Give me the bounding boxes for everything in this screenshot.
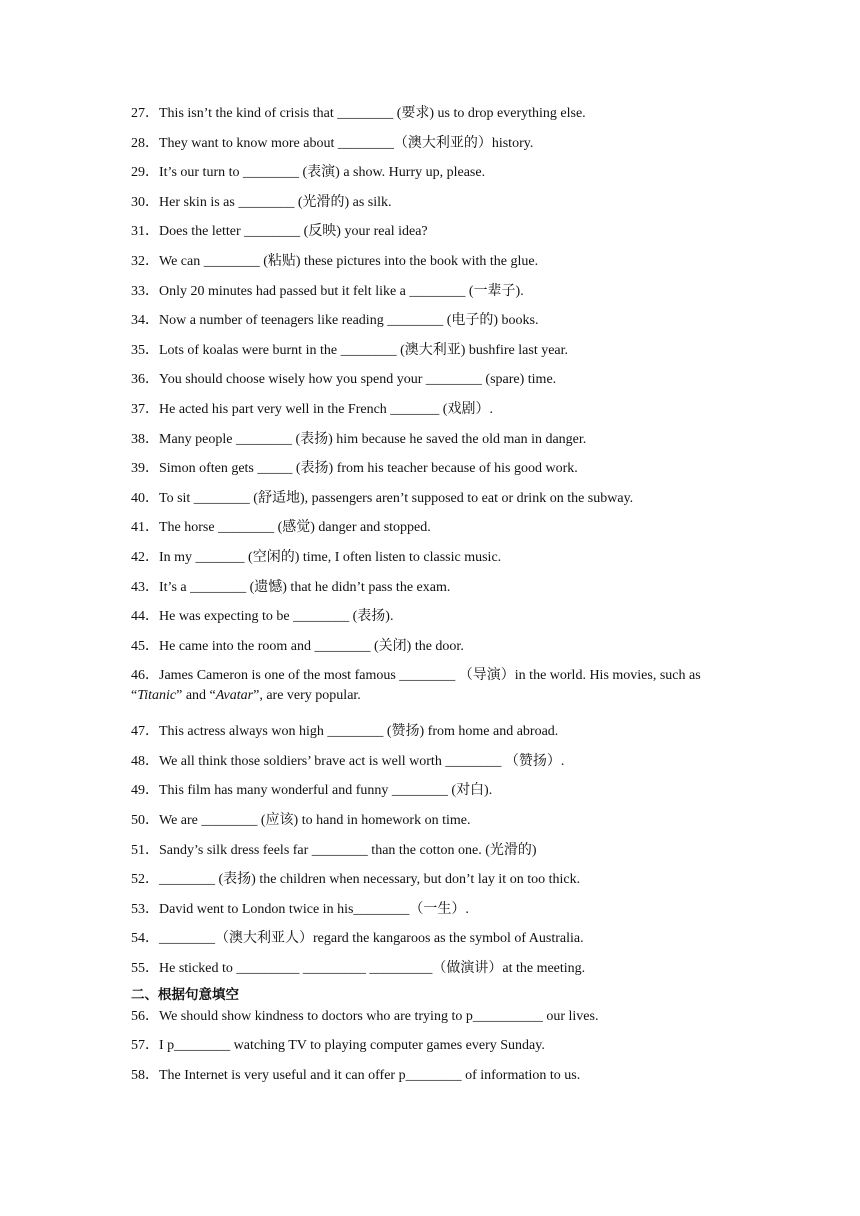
question-text: The horse ________ (感觉) danger and stopped. xyxy=(159,520,431,536)
question-item xyxy=(131,722,731,752)
question-text: Lots of koalas were burnt in the ________ (澳大利亚) bushfire last year. xyxy=(159,342,569,358)
question-item xyxy=(131,134,731,164)
question-text: This isn’t the kind of crisis that ________ (要求) us to drop everything else. xyxy=(159,106,586,121)
question-item xyxy=(131,607,731,637)
question-number: 30． xyxy=(131,194,159,210)
question-item xyxy=(131,430,731,460)
section-heading: 二、根据句意填空 xyxy=(131,986,239,1003)
question-text: He sticked to _________ _________ _________（做演讲）at the meeting. xyxy=(159,961,586,977)
question-list xyxy=(131,104,731,1095)
question-number: 33． xyxy=(131,283,159,299)
question-number: 49． xyxy=(131,783,159,799)
question-text: They want to know more about ________（澳大利亚的）history. xyxy=(159,135,534,151)
question-text: Sandy’s silk dress feels far ________ than the cotton one. (光滑的) xyxy=(159,842,537,858)
question-text: ” and “ xyxy=(176,688,216,704)
question-text: This actress always won high ________ (赞扬) from home and abroad. xyxy=(159,724,559,740)
question-item xyxy=(131,1007,731,1037)
question-item xyxy=(131,518,731,548)
question-number: 47． xyxy=(131,724,159,740)
question-item xyxy=(131,1066,731,1096)
question-item xyxy=(131,752,731,782)
question-number: 38． xyxy=(131,431,159,447)
question-text: James Cameron is one of the most famous ________ （导演）in the world. His movies, such as “ xyxy=(131,668,701,704)
question-text: He came into the room and ________ (关闭) the door. xyxy=(159,638,464,654)
question-item xyxy=(131,282,731,312)
question-item xyxy=(131,870,731,900)
question-number: 29． xyxy=(131,165,159,181)
question-item xyxy=(131,104,731,134)
question-item xyxy=(131,666,731,722)
question-number: 46． xyxy=(131,668,159,684)
question-number: 39． xyxy=(131,461,159,477)
question-text: The Internet is very useful and it can offer p________ of information to us. xyxy=(159,1067,581,1083)
question-item xyxy=(131,578,731,608)
question-number: 52． xyxy=(131,872,159,888)
question-item xyxy=(131,252,731,282)
movie-title-avatar: Avatar xyxy=(215,688,254,704)
question-number: 40． xyxy=(131,490,159,506)
question-number: 42． xyxy=(131,549,159,565)
question-text: We are ________ (应该) to hand in homework on time. xyxy=(159,813,471,829)
question-number: 28． xyxy=(131,135,159,151)
question-text: Many people ________ (表扬) him because he saved the old man in danger. xyxy=(159,431,587,447)
question-number: 51． xyxy=(131,842,159,858)
question-item xyxy=(131,900,731,930)
question-item xyxy=(131,548,731,578)
question-text: Only 20 minutes had passed but it felt like a ________ (一辈子). xyxy=(159,283,524,299)
question-text: Now a number of teenagers like reading ________ (电子的) books. xyxy=(159,313,539,329)
question-number: 50． xyxy=(131,813,159,829)
question-text: This film has many wonderful and funny ________ (对白). xyxy=(159,783,493,799)
question-number: 43． xyxy=(131,579,159,595)
question-number: 44． xyxy=(131,609,159,625)
question-number: 36． xyxy=(131,372,159,388)
question-item xyxy=(131,400,731,430)
question-text: We should show kindness to doctors who are trying to p__________ our lives. xyxy=(159,1008,599,1024)
question-number: 27． xyxy=(131,106,159,121)
question-number: 35． xyxy=(131,342,159,358)
question-text: David went to London twice in his________（一生）. xyxy=(159,901,469,917)
question-text: ________（澳大利亚人）regard the kangaroos as the symbol of Australia. xyxy=(159,931,584,947)
question-number: 37． xyxy=(131,401,159,417)
question-item xyxy=(131,341,731,371)
question-item xyxy=(131,811,731,841)
question-text: We can ________ (粘贴) these pictures into the book with the glue. xyxy=(159,253,539,269)
question-number: 54． xyxy=(131,931,159,947)
movie-title-titanic: Titanic xyxy=(137,688,177,704)
question-text: It’s our turn to ________ (表演) a show. Hurry up, please. xyxy=(159,165,486,181)
question-item xyxy=(131,781,731,811)
question-number: 56． xyxy=(131,1008,159,1024)
question-text: Does the letter ________ (反映) your real idea? xyxy=(159,224,428,240)
question-text: He acted his part very well in the French _______ (戏剧）. xyxy=(159,401,493,417)
question-item xyxy=(131,311,731,341)
question-text: He was expecting to be ________ (表扬). xyxy=(159,609,394,625)
question-text: In my _______ (空闲的) time, I often listen to classic music. xyxy=(159,549,502,565)
question-text: It’s a ________ (遗憾) that he didn’t pass the exam. xyxy=(159,579,451,595)
question-number: 32． xyxy=(131,253,159,269)
question-item xyxy=(131,370,731,400)
question-item xyxy=(131,637,731,667)
question-item xyxy=(131,929,731,959)
question-text: ________ (表扬) the children when necessary, but don’t lay it on too thick. xyxy=(159,872,581,888)
question-number: 41． xyxy=(131,520,159,536)
question-number: 53． xyxy=(131,901,159,917)
question-text: I p________ watching TV to playing computer games every Sunday. xyxy=(159,1038,545,1054)
question-number: 48． xyxy=(131,753,159,769)
question-item xyxy=(131,841,731,871)
question-item xyxy=(131,193,731,223)
question-number: 34． xyxy=(131,313,159,329)
question-item xyxy=(131,222,731,252)
question-item xyxy=(131,163,731,193)
question-text: We all think those soldiers’ brave act is well worth ________ （赞扬）. xyxy=(159,753,565,769)
question-number: 57． xyxy=(131,1038,159,1054)
question-item xyxy=(131,489,731,519)
question-item xyxy=(131,459,731,489)
question-text: Her skin is as ________ (光滑的) as silk. xyxy=(159,194,392,210)
question-text: You should choose wisely how you spend your ________ (spare) time. xyxy=(159,372,557,388)
question-text: Simon often gets _____ (表扬) from his teacher because of his good work. xyxy=(159,461,578,477)
question-text: ”, are very popular. xyxy=(253,688,361,704)
question-item xyxy=(131,1036,731,1066)
question-number: 31． xyxy=(131,224,159,240)
question-number: 45． xyxy=(131,638,159,654)
question-text: To sit ________ (舒适地), passengers aren’t supposed to eat or drink on the subway. xyxy=(159,490,634,506)
question-number: 58． xyxy=(131,1067,159,1083)
question-number: 55． xyxy=(131,961,159,977)
